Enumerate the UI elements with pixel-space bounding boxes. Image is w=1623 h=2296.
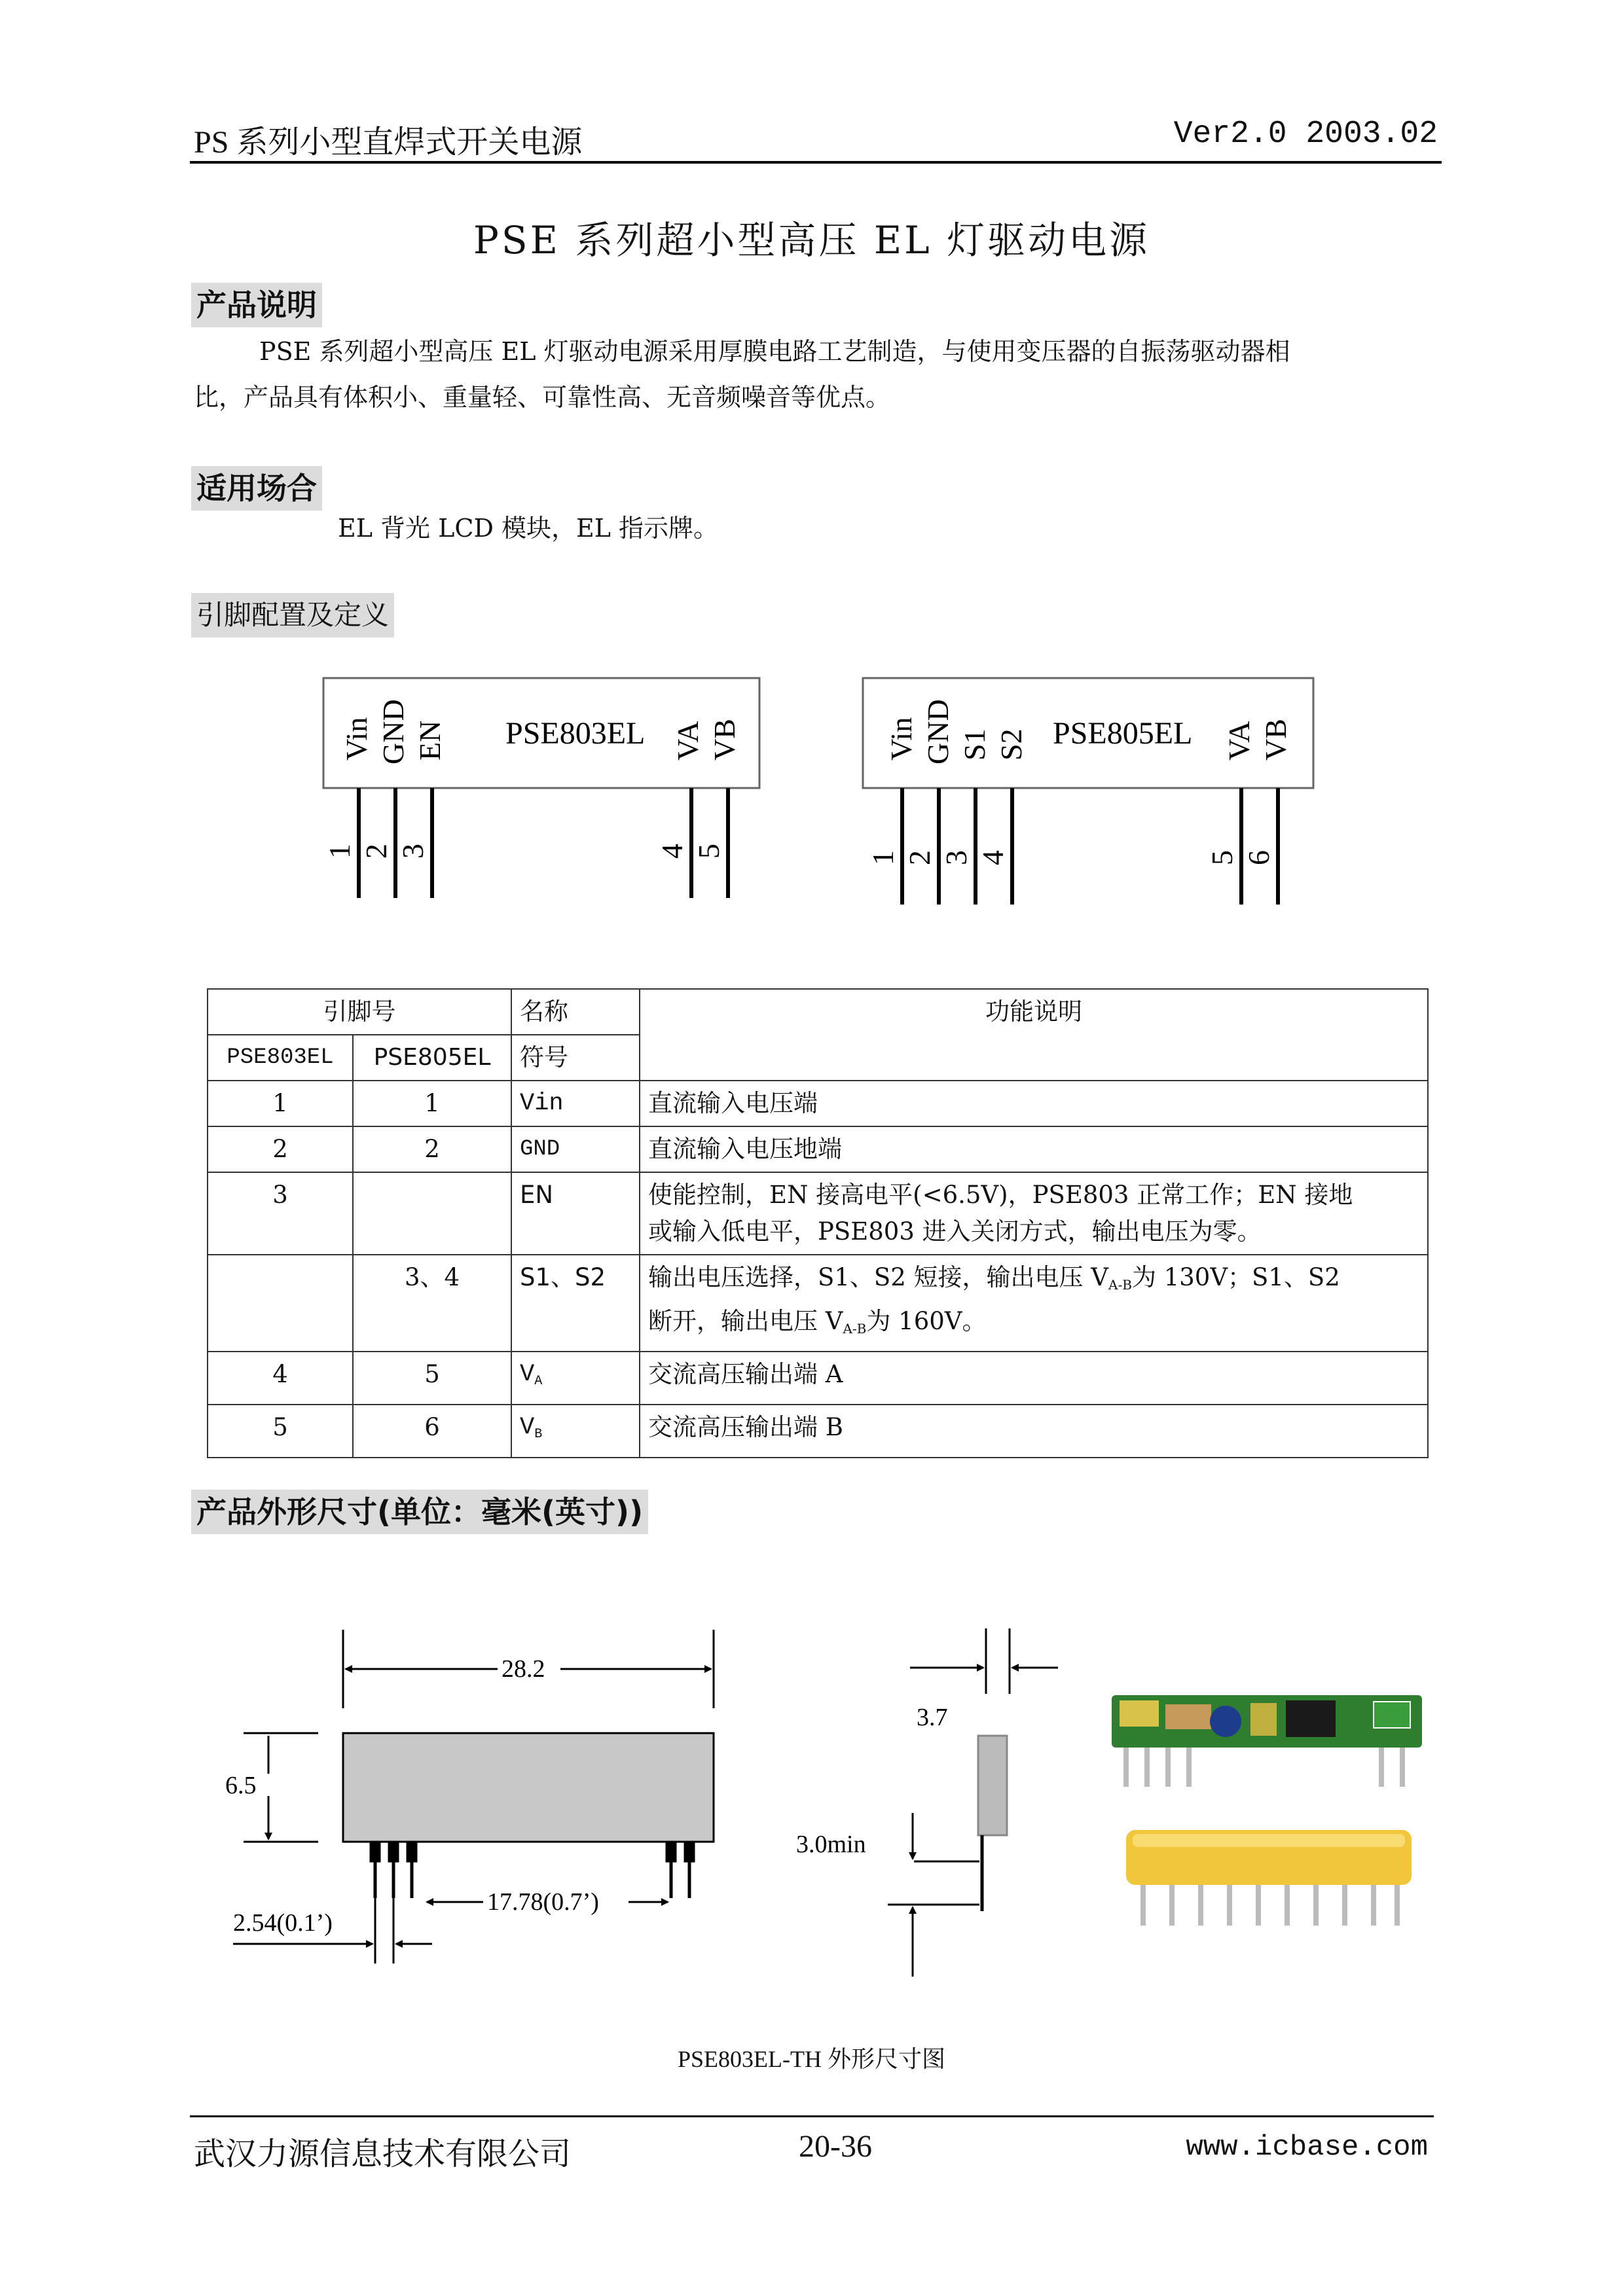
footer-page-number: 20-36: [799, 2129, 872, 2164]
cell-function: 直流输入电压地端: [640, 1126, 1428, 1172]
product-photo-pse803: [1112, 1695, 1422, 1787]
cell-803: 1: [208, 1081, 353, 1126]
pse803-name: PSE803EL: [505, 716, 646, 751]
cell-803: 3: [208, 1172, 353, 1255]
pse803-label-en: EN: [413, 720, 447, 761]
pse805-pinnum-6: 6: [1242, 850, 1275, 865]
figure-caption: PSE803EL-TH 外形尺寸图: [678, 2046, 945, 2072]
footer-url[interactable]: www.icbase.com: [1186, 2131, 1428, 2164]
pse803-label-gnd: GND: [376, 699, 410, 764]
section-heading-dimensions: 产品外形尺寸(单位：毫米(英寸)): [191, 1490, 648, 1534]
cell-function: [640, 1255, 1428, 1352]
function-line-2: 或输入低电平，PSE803 进入关闭方式，输出电压为零。: [648, 1217, 1262, 1246]
th-name-1: 名称: [511, 989, 640, 1035]
dim-pin-length: 3.0min: [796, 1831, 866, 1858]
description-line-2: 比，产品具有体积小、重量轻、可靠性高、无音频噪音等优点。: [194, 383, 891, 412]
cell-name: $V_B$: [511, 1405, 640, 1458]
table-row: [208, 1405, 1428, 1458]
cell-name: EN: [511, 1172, 640, 1255]
table-row: [208, 1126, 1428, 1172]
pse805-name: PSE805EL: [1053, 716, 1193, 751]
header-rule: [190, 161, 1442, 164]
pse805-pinnum-1: 1: [866, 850, 900, 865]
pinout-diagrams: [0, 655, 1623, 929]
product-photo-pse805: [1126, 1830, 1412, 1926]
table-row: [208, 1255, 1428, 1352]
dim-span: 17.78(0.7’): [487, 1888, 599, 1916]
footer-company: 武汉力源信息技术有限公司: [194, 2137, 572, 2172]
pse805-pinnum-2: 2: [903, 850, 936, 865]
pse803-pinnum-1: 1: [323, 844, 356, 859]
dim-height: 6.5: [225, 1772, 257, 1799]
table-row: [208, 1081, 1428, 1126]
cell-function: 直流输入电压端: [640, 1081, 1428, 1126]
function-line-1: 输出电压选择，S1、S2 短接，输出电压 $V_{A-B}$为 130V；S1、S2: [648, 1263, 1340, 1293]
pse805-label-s1: S1: [958, 728, 991, 761]
th-pse805: PSE805EL: [353, 1035, 511, 1081]
description-line-1: PSE 系列超小型高压 EL 灯驱动电源采用厚膜电路工艺制造，与使用变压器的自振荡驱动器相: [259, 337, 1290, 366]
pse805-label-va: VA: [1222, 721, 1256, 761]
cell-803: [208, 1255, 353, 1352]
pse803-pinnum-5: 5: [692, 844, 725, 859]
function-line-2: 断开，输出电压 $V_{A-B}$为 160V。: [648, 1307, 987, 1336]
side-body: [978, 1736, 1007, 1835]
pse805-label-gnd: GND: [921, 699, 955, 764]
table-header-row: [208, 989, 1428, 1035]
cell-805: 1: [353, 1081, 511, 1126]
section-heading-pinout: 引脚配置及定义: [191, 593, 394, 637]
pse805-label-vin: Vin: [884, 717, 918, 761]
table-row: [208, 1172, 1428, 1255]
cell-name: GND: [511, 1126, 640, 1172]
th-name-2: 符号: [511, 1035, 640, 1081]
footer-rule: [190, 2115, 1434, 2117]
cell-function: 交流高压输出端 A: [640, 1352, 1428, 1405]
dim-thickness: 3.7: [917, 1704, 948, 1731]
description-paragraph: [194, 329, 1438, 420]
dimension-drawing: [0, 1597, 1623, 2055]
header-version: Ver2.0 2003.02: [1173, 117, 1438, 152]
cell-805: 2: [353, 1126, 511, 1172]
th-pin-number: 引脚号: [208, 989, 511, 1035]
cell-805: 5: [353, 1352, 511, 1405]
cell-803: 2: [208, 1126, 353, 1172]
th-pse803: PSE803EL: [208, 1035, 353, 1081]
cell-name: $V_A$: [511, 1352, 640, 1405]
application-text: EL 背光 LCD 模块，EL 指示牌。: [338, 514, 719, 543]
pse805-pinnum-5: 5: [1205, 850, 1239, 865]
pse805-label-s2: S2: [994, 728, 1028, 761]
pse803-label-va: VA: [671, 721, 704, 761]
pse803-label-vb: VB: [708, 719, 741, 761]
dim-width: 28.2: [501, 1655, 545, 1683]
cell-805: 6: [353, 1405, 511, 1458]
pse803-pinnum-2: 2: [359, 844, 393, 859]
cell-805: 3、4: [353, 1255, 511, 1352]
function-line-1: 使能控制，EN 接高电平(<6.5V)，PSE803 正常工作；EN 接地: [648, 1181, 1353, 1209]
pse803-pinnum-4: 4: [655, 844, 689, 859]
pse805-label-vb: VB: [1259, 719, 1292, 761]
header-title: PS 系列小型直焊式开关电源: [194, 125, 583, 160]
pse805-pinnum-3: 3: [939, 850, 973, 865]
cell-803: 5: [208, 1405, 353, 1458]
cell-name: Vin: [511, 1081, 640, 1126]
cell-803: 4: [208, 1352, 353, 1405]
cell-function: 交流高压输出端 B: [640, 1405, 1428, 1458]
page-title: PSE 系列超小型高压 EL 灯驱动电源: [473, 218, 1150, 262]
pin-table: [207, 988, 1429, 1458]
section-heading-application: 适用场合: [191, 466, 322, 511]
cell-function: [640, 1172, 1428, 1255]
cell-name: S1、S2: [511, 1255, 640, 1352]
pse805-pinnum-4: 4: [976, 850, 1010, 865]
module-body: [343, 1733, 714, 1842]
cell-805: [353, 1172, 511, 1255]
th-function: 功能说明: [640, 989, 1428, 1081]
dim-pitch: 2.54(0.1’): [233, 1909, 333, 1937]
pse803-pinnum-3: 3: [396, 844, 429, 859]
table-row: [208, 1352, 1428, 1405]
pse803-label-vin: Vin: [340, 717, 373, 761]
section-heading-description: 产品说明: [191, 283, 322, 327]
